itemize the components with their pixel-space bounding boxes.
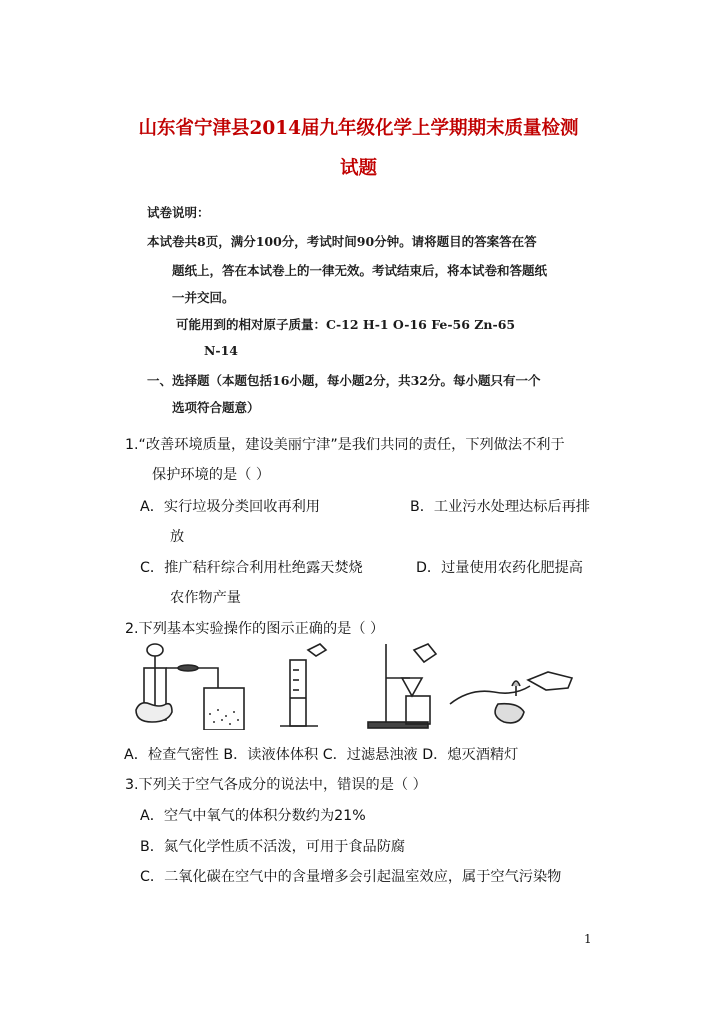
question-1-option-b: B．工业污水处理达标后再排 (410, 499, 590, 515)
section-heading: 一、选择题（本题包括16小题，每小题2分，共32分。每小题只有一个 (147, 373, 541, 388)
question-1-option-a: A．实行垃圾分类回收再利用 (140, 499, 320, 515)
instructions-text-3: 一并交回。 (172, 290, 235, 305)
instructions-text-2: 题纸上，答在本试卷上的一律无效。考试结束后，将本试卷和答题纸 (172, 263, 548, 278)
question-3-stem: 3.下列关于空气各成分的说法中，错误的是（ ） (125, 777, 427, 793)
airtightness-check-illustration (136, 644, 244, 730)
filtration-setup-illustration (368, 644, 436, 728)
graduated-cylinder-illustration (280, 644, 326, 726)
question-1-option-c: C．推广秸秆综合利用杜绝露天焚烧 (140, 560, 363, 576)
question-1-stem: 1.“改善环境质量，建设美丽宁津”是我们共同的责任，下列做法不利于 (125, 437, 565, 453)
alcohol-lamp-illustration (450, 672, 572, 723)
question-1-option-d-cont: 农作物产量 (170, 590, 241, 606)
document-title-line1: 山东省宁津县2014届九年级化学上学期期末质量检测 (138, 118, 579, 139)
instructions-heading: 试卷说明： (147, 205, 210, 220)
question-3-option-b: B．氮气化学性质不活泼，可用于食品防腐 (140, 839, 406, 855)
atomic-mass-line-2: N-14 (204, 343, 239, 358)
page-number: 1 (584, 932, 592, 946)
instructions-text-1: 本试卷共8页，满分100分，考试时间90分钟。请将题目的答案答在答 (147, 234, 537, 249)
question-2-options: A．检查气密性 B．读液体体积 C．过滤悬浊液 D．熄灭酒精灯 (124, 747, 519, 763)
question-1-option-b-cont: 放 (170, 529, 185, 545)
lab-operations-figure (128, 640, 588, 730)
question-2-stem: 2.下列基本实验操作的图示正确的是（ ） (125, 621, 385, 637)
atomic-mass-line: 可能用到的相对原子质量：C-12 H-1 O-16 Fe-56 Zn-65 (176, 317, 516, 332)
question-1-option-d: D．过量使用农药化肥提高 (416, 560, 583, 576)
question-3-option-a: A．空气中氧气的体积分数约为21% (140, 808, 366, 824)
document-title-line2: 试题 (339, 158, 377, 179)
section-heading-2: 选项符合题意） (172, 400, 260, 415)
question-1-stem-cont: 保护环境的是（ ） (152, 467, 271, 483)
question-3-option-c: C．二氧化碳在空气中的含量增多会引起温室效应，属于空气污染物 (140, 869, 562, 885)
